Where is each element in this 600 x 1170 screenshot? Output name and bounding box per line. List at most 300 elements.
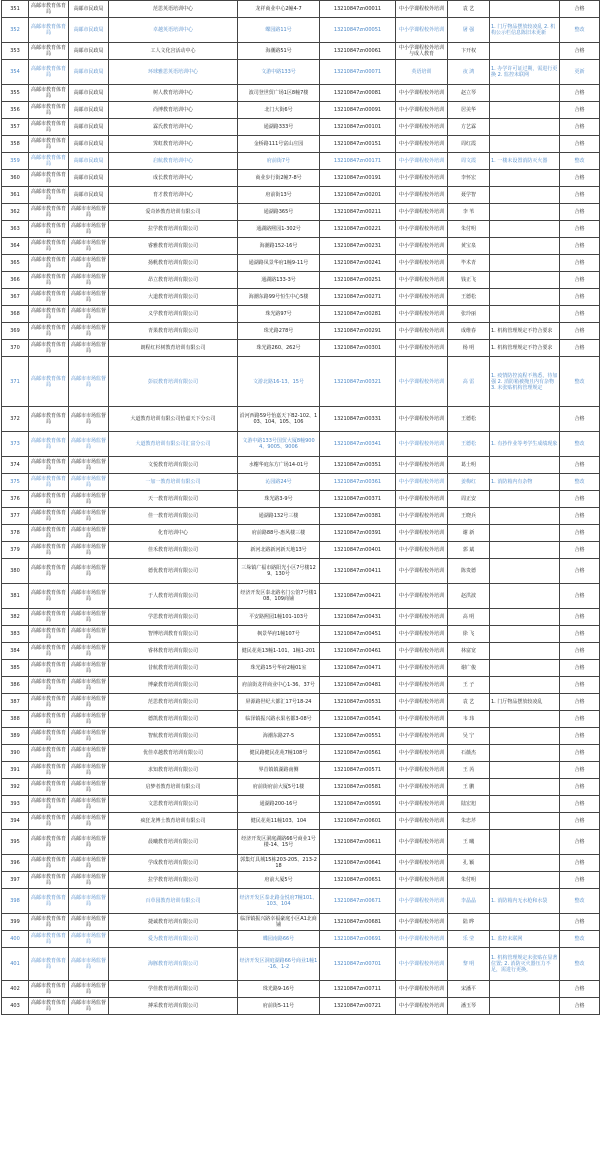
cell-result: 合格 [560, 745, 600, 762]
cell-bureau: 高邮市教育体育局 [29, 508, 69, 525]
cell-dept: 高邮市市场监督局 [69, 525, 109, 542]
cell-bureau: 高邮市教育体育局 [29, 306, 69, 323]
cell-result: 合格 [560, 626, 600, 643]
cell-remark [490, 981, 560, 998]
cell-addr: 临泽镇振兴路幸福豪庭小区A1北商铺 [238, 914, 320, 931]
cell-person: 韦 玮 [448, 711, 490, 728]
table-row [2, 60, 600, 85]
table-row [2, 102, 600, 119]
table-row [2, 272, 600, 289]
cell-type: 中小学课程校外培训 [396, 102, 448, 119]
cell-remark [490, 238, 560, 255]
cell-type: 中小学课程校外培训 [396, 660, 448, 677]
cell-dept: 高邮市市场监督局 [69, 559, 109, 584]
cell-bureau: 高邮市教育体育局 [29, 813, 69, 830]
inspection-table-body [2, 1, 600, 1015]
cell-addr: 界首镇镇湖路南侧 [238, 762, 320, 779]
cell-code: 13210847zn00051 [320, 18, 396, 43]
cell-dept: 高邮市民政局 [69, 18, 109, 43]
cell-dept: 高邮市市场监督局 [69, 221, 109, 238]
table-row [2, 289, 600, 306]
cell-name: 成长教育培训中心 [109, 170, 238, 187]
cell-type: 中小学课程校外培训 [396, 855, 448, 872]
cell-person: 朱忠芹 [448, 813, 490, 830]
cell-name: 海豚教育培训有限公司 [109, 948, 238, 981]
cell-dept: 高邮市民政局 [69, 102, 109, 119]
cell-remark [490, 289, 560, 306]
cell-result: 合格 [560, 136, 600, 153]
cell-bureau: 高邮市教育体育局 [29, 948, 69, 981]
cell-name: 启梦者教育培训有限公司 [109, 779, 238, 796]
cell-person: 宋潘平 [448, 981, 490, 998]
cell-result: 合格 [560, 525, 600, 542]
cell-no: 358 [2, 136, 29, 153]
cell-no: 359 [2, 153, 29, 170]
cell-dept: 高邮市市场监督局 [69, 855, 109, 872]
table-row [2, 542, 600, 559]
cell-result: 合格 [560, 204, 600, 221]
cell-type: 中小学课程校外培训 [396, 914, 448, 931]
cell-remark [490, 272, 560, 289]
cell-remark [490, 306, 560, 323]
cell-person: 李 苇 [448, 204, 490, 221]
table-row [2, 238, 600, 255]
cell-dept: 高邮市市场监督局 [69, 643, 109, 660]
cell-code: 13210847zn00641 [320, 855, 396, 872]
cell-person: 夜 鸿 [448, 60, 490, 85]
cell-result: 合格 [560, 289, 600, 306]
cell-person: 张玲丽 [448, 306, 490, 323]
table-row [2, 694, 600, 711]
cell-code: 13210847zn00421 [320, 584, 396, 609]
cell-no: 354 [2, 60, 29, 85]
cell-result: 合格 [560, 306, 600, 323]
cell-result: 整改 [560, 889, 600, 914]
cell-code: 13210847zn00411 [320, 559, 396, 584]
cell-bureau: 高邮市教育体育局 [29, 559, 69, 584]
cell-bureau: 高邮市教育体育局 [29, 728, 69, 745]
cell-no: 398 [2, 889, 29, 914]
cell-dept: 高邮市市场监督局 [69, 432, 109, 457]
cell-result: 合格 [560, 609, 600, 626]
cell-remark [490, 43, 560, 60]
cell-addr: 海潮东路27-5 [238, 728, 320, 745]
cell-result: 合格 [560, 1, 600, 18]
cell-code: 13210847zn00061 [320, 43, 396, 60]
cell-remark [490, 779, 560, 796]
cell-person: 方艺霖 [448, 119, 490, 136]
cell-no: 365 [2, 255, 29, 272]
cell-addr: 府前大厦5号 [238, 872, 320, 889]
cell-no: 356 [2, 102, 29, 119]
cell-name: 搏采教育培训有限公司 [109, 998, 238, 1015]
cell-code: 13210847zn00291 [320, 323, 396, 340]
table-row [2, 677, 600, 694]
cell-person: 姜梅红 [448, 474, 490, 491]
cell-no: 381 [2, 584, 29, 609]
cell-dept: 高邮市市场监督局 [69, 914, 109, 931]
table-row [2, 889, 600, 914]
cell-name: 文悦教育培训有限公司 [109, 457, 238, 474]
cell-code: 13210847zn00481 [320, 677, 396, 694]
cell-dept: 高邮市市场监督局 [69, 998, 109, 1015]
cell-result: 合格 [560, 813, 600, 830]
cell-result: 合格 [560, 584, 600, 609]
table-row [2, 491, 600, 508]
cell-addr: 三垛镇广福市路阳光小区7号楼129、130号 [238, 559, 320, 584]
cell-result: 整改 [560, 357, 600, 407]
cell-dept: 高邮市市场监督局 [69, 272, 109, 289]
cell-person: 毕术青 [448, 255, 490, 272]
cell-bureau: 高邮市教育体育局 [29, 102, 69, 119]
cell-person: 谢 新 [448, 525, 490, 542]
cell-remark [490, 745, 560, 762]
cell-no: 396 [2, 855, 29, 872]
cell-bureau: 高邮市教育体育局 [29, 855, 69, 872]
cell-no: 379 [2, 542, 29, 559]
cell-no: 368 [2, 306, 29, 323]
cell-no: 393 [2, 796, 29, 813]
cell-person: 李晶晶 [448, 889, 490, 914]
cell-type: 中小学课程校外培训 [396, 948, 448, 981]
cell-dept: 高邮市市场监督局 [69, 745, 109, 762]
cell-addr: 府前街5-11号 [238, 998, 320, 1015]
cell-remark [490, 1, 560, 18]
table-row [2, 948, 600, 981]
cell-code: 13210847zn00391 [320, 525, 396, 542]
cell-name: 文思教育培训有限公司 [109, 796, 238, 813]
cell-name: 拉学教育培训有限公司 [109, 872, 238, 889]
cell-code: 13210847zn00231 [320, 238, 396, 255]
cell-bureau: 高邮市教育体育局 [29, 457, 69, 474]
cell-result: 合格 [560, 998, 600, 1015]
cell-code: 13210847zn00401 [320, 542, 396, 559]
table-row [2, 559, 600, 584]
cell-code: 13210847zn00581 [320, 779, 396, 796]
cell-dept: 高邮市市场监督局 [69, 474, 109, 491]
cell-person: 黎 明 [448, 948, 490, 981]
cell-bureau: 高邮市教育体育局 [29, 18, 69, 43]
cell-remark [490, 626, 560, 643]
cell-dept: 高邮市市场监督局 [69, 626, 109, 643]
cell-addr: 枫景华府1幢107号 [238, 626, 320, 643]
cell-addr: 通湖路132号三楼 [238, 508, 320, 525]
cell-no: 364 [2, 238, 29, 255]
cell-type: 中小学课程校外培训 [396, 626, 448, 643]
table-row [2, 609, 600, 626]
cell-code: 13210847zn00561 [320, 745, 396, 762]
cell-name: 大道教育培训有限公司怡嘉天下分公司 [109, 407, 238, 432]
cell-type: 中小学课程校外培训 [396, 221, 448, 238]
cell-dept: 高邮市市场监督局 [69, 542, 109, 559]
cell-remark [490, 170, 560, 187]
cell-addr: 珠光路15号华府2幢01室 [238, 660, 320, 677]
cell-name: 扬帆教育培训有限公司 [109, 255, 238, 272]
cell-name: 工人文化宫活动中心 [109, 43, 238, 60]
cell-name: 昂立教育培训有限公司 [109, 272, 238, 289]
table-row [2, 830, 600, 855]
cell-bureau: 高邮市教育体育局 [29, 525, 69, 542]
cell-result: 整改 [560, 931, 600, 948]
cell-dept: 高邮市民政局 [69, 119, 109, 136]
table-row [2, 407, 600, 432]
cell-no: 353 [2, 43, 29, 60]
cell-no: 370 [2, 340, 29, 357]
cell-no: 385 [2, 660, 29, 677]
cell-type: 中小学课程校外培训 [396, 694, 448, 711]
cell-name: 学思教育培训有限公司 [109, 609, 238, 626]
cell-type: 中小学课程校外培训 [396, 542, 448, 559]
cell-dept: 高邮市市场监督局 [69, 694, 109, 711]
cell-addr: 海潮东路99号恒生中心5楼 [238, 289, 320, 306]
cell-result: 合格 [560, 119, 600, 136]
cell-addr: 新河北路新河新天地13号 [238, 542, 320, 559]
cell-bureau: 高邮市教育体育局 [29, 119, 69, 136]
cell-type: 中小学课程校外培训 [396, 796, 448, 813]
cell-type: 中小学课程校外培训 [396, 491, 448, 508]
cell-bureau: 高邮市教育体育局 [29, 272, 69, 289]
cell-dept: 高邮市市场监督局 [69, 357, 109, 407]
cell-code: 13210847zn00331 [320, 407, 396, 432]
cell-result: 合格 [560, 340, 600, 357]
cell-bureau: 高邮市教育体育局 [29, 85, 69, 102]
cell-no: 378 [2, 525, 29, 542]
cell-person: 高 明 [448, 609, 490, 626]
table-row [2, 474, 600, 491]
cell-remark [490, 762, 560, 779]
cell-person: 孔 颖 [448, 855, 490, 872]
cell-dept: 高邮市市场监督局 [69, 948, 109, 981]
table-row [2, 255, 600, 272]
cell-bureau: 高邮市教育体育局 [29, 43, 69, 60]
cell-name: 育才教育培训中心 [109, 187, 238, 204]
cell-name: 德凯教育培训有限公司 [109, 711, 238, 728]
cell-bureau: 高邮市教育体育局 [29, 626, 69, 643]
cell-name: 爱为教育培训有限公司 [109, 931, 238, 948]
cell-dept: 高邮市市场监督局 [69, 677, 109, 694]
cell-dept: 高邮市市场监督局 [69, 830, 109, 855]
cell-dept: 高邮市民政局 [69, 170, 109, 187]
cell-no: 360 [2, 170, 29, 187]
cell-remark [490, 457, 560, 474]
cell-type: 中小学课程校外培训 [396, 357, 448, 407]
cell-type: 中小学课程校外培训 [396, 238, 448, 255]
cell-person: 赵洪波 [448, 584, 490, 609]
cell-result: 合格 [560, 43, 600, 60]
cell-dept: 高邮市市场监督局 [69, 872, 109, 889]
cell-remark: 1. 消防箱内无水枪和水袋 [490, 889, 560, 914]
cell-type: 中小学课程校外培训 [396, 711, 448, 728]
cell-type: 中小学课程校外培训 [396, 508, 448, 525]
cell-bureau: 高邮市教育体育局 [29, 677, 69, 694]
cell-person: 王 芮 [448, 762, 490, 779]
cell-result: 合格 [560, 559, 600, 584]
cell-name: 百草园教育培训有限公司 [109, 889, 238, 914]
cell-code: 13210847zn00271 [320, 289, 396, 306]
cell-bureau: 高邮市教育体育局 [29, 643, 69, 660]
cell-bureau: 高邮市教育体育局 [29, 407, 69, 432]
cell-no: 390 [2, 745, 29, 762]
cell-remark: 1. 消防箱内有杂物 [490, 474, 560, 491]
cell-person: 聂学智 [448, 187, 490, 204]
cell-dept: 高邮市民政局 [69, 187, 109, 204]
cell-name: 晨曦教育培训有限公司 [109, 830, 238, 855]
cell-no: 394 [2, 813, 29, 830]
cell-person: 朱付明 [448, 872, 490, 889]
cell-type: 中小学课程校外培训 [396, 762, 448, 779]
cell-person: 徐 飞 [448, 626, 490, 643]
cell-name: 彭辰教育培训有限公司 [109, 357, 238, 407]
cell-bureau: 高邮市教育体育局 [29, 153, 69, 170]
cell-remark [490, 508, 560, 525]
cell-name: 启航教育培训中心 [109, 153, 238, 170]
cell-code: 13210847zn00601 [320, 813, 396, 830]
cell-code: 13210847zn00691 [320, 931, 396, 948]
table-row [2, 762, 600, 779]
cell-code: 13210847zn00081 [320, 85, 396, 102]
cell-bureau: 高邮市教育体育局 [29, 584, 69, 609]
cell-bureau: 高邮市教育体育局 [29, 796, 69, 813]
cell-person: 赵立琴 [448, 85, 490, 102]
cell-name: 学佳教育培训有限公司 [109, 981, 238, 998]
cell-person: 高 雷 [448, 357, 490, 407]
cell-type: 中小学课程校外培训 [396, 643, 448, 660]
cell-addr: 通湖路凤景华府1幢9-11号 [238, 255, 320, 272]
cell-name: 一加一教育培训有限公司 [109, 474, 238, 491]
cell-bureau: 高邮市教育体育局 [29, 340, 69, 357]
cell-remark [490, 660, 560, 677]
cell-no: 371 [2, 357, 29, 407]
cell-result: 合格 [560, 407, 600, 432]
cell-dept: 高邮市市场监督局 [69, 255, 109, 272]
cell-person: 王 子 [448, 677, 490, 694]
table-row [2, 998, 600, 1015]
cell-dept: 高邮市市场监督局 [69, 931, 109, 948]
cell-code: 13210847zn00321 [320, 357, 396, 407]
cell-dept: 高邮市市场监督局 [69, 323, 109, 340]
cell-addr: 通湖路熙园1-302号 [238, 221, 320, 238]
cell-remark [490, 643, 560, 660]
cell-dept: 高邮市市场监督局 [69, 508, 109, 525]
cell-remark [490, 525, 560, 542]
cell-bureau: 高邮市教育体育局 [29, 289, 69, 306]
cell-name: 树人教育培训中心 [109, 85, 238, 102]
cell-person: 袁 艺 [448, 1, 490, 18]
cell-name: 智航教育培训有限公司 [109, 728, 238, 745]
cell-addr: 沁园路24号 [238, 474, 320, 491]
cell-addr: 健民花苑13幢1-101、1幢1-201 [238, 643, 320, 660]
cell-addr: 沿河西路59号怡嘉天下B2-102、103、104、105、106 [238, 407, 320, 432]
cell-code: 13210847zn00471 [320, 660, 396, 677]
cell-remark [490, 221, 560, 238]
cell-result: 合格 [560, 457, 600, 474]
cell-result: 合格 [560, 694, 600, 711]
cell-type: 中小学课程校外培训 [396, 187, 448, 204]
cell-dept: 高邮市民政局 [69, 85, 109, 102]
cell-addr: 珠光路260、262号 [238, 340, 320, 357]
cell-name: 义学教育培训有限公司 [109, 306, 238, 323]
cell-addr: 经济开发区泰北路金悦府7幢101、103、104 [238, 889, 320, 914]
cell-name: 尚博教育培训中心 [109, 102, 238, 119]
cell-result: 合格 [560, 542, 600, 559]
cell-addr: 珠光路9-16号 [238, 981, 320, 998]
table-row [2, 745, 600, 762]
cell-code: 13210847zn00101 [320, 119, 396, 136]
cell-code: 13210847zn00651 [320, 872, 396, 889]
cell-result: 合格 [560, 85, 600, 102]
cell-no: 367 [2, 289, 29, 306]
cell-person: 成维春 [448, 323, 490, 340]
cell-type: 中小学课程校外培训 [396, 779, 448, 796]
cell-no: 395 [2, 830, 29, 855]
table-row [2, 643, 600, 660]
cell-type: 中小学课程校外培训 [396, 584, 448, 609]
cell-person: 潘玉琴 [448, 998, 490, 1015]
cell-remark [490, 187, 560, 204]
cell-no: 384 [2, 643, 29, 660]
cell-type: 英语培训 [396, 60, 448, 85]
cell-person: 陆 晔 [448, 914, 490, 931]
cell-no: 376 [2, 491, 29, 508]
cell-type: 中小学课程校外培训 [396, 813, 448, 830]
cell-name: 朗程红杉树教育培训有限公司 [109, 340, 238, 357]
cell-no: 361 [2, 187, 29, 204]
cell-dept: 高邮市市场监督局 [69, 238, 109, 255]
cell-result: 合格 [560, 872, 600, 889]
table-row [2, 626, 600, 643]
cell-result: 更新 [560, 60, 600, 85]
cell-no: 386 [2, 677, 29, 694]
cell-remark [490, 914, 560, 931]
cell-type: 中小学课程校外培训 [396, 525, 448, 542]
cell-remark [490, 830, 560, 855]
cell-dept: 高邮市市场监督局 [69, 660, 109, 677]
cell-no: 400 [2, 931, 29, 948]
cell-dept: 高邮市市场监督局 [69, 813, 109, 830]
cell-dept: 高邮市市场监督局 [69, 289, 109, 306]
cell-remark [490, 542, 560, 559]
table-row [2, 872, 600, 889]
cell-person: 陈贵德 [448, 559, 490, 584]
cell-result: 合格 [560, 796, 600, 813]
cell-no: 362 [2, 204, 29, 221]
cell-addr: 通湖路365号 [238, 204, 320, 221]
cell-result: 合格 [560, 830, 600, 855]
cell-code: 13210847zn00611 [320, 830, 396, 855]
cell-code: 13210847zn00461 [320, 643, 396, 660]
cell-remark [490, 584, 560, 609]
cell-remark [490, 407, 560, 432]
cell-bureau: 高邮市教育体育局 [29, 660, 69, 677]
cell-addr: 龙祥商业中心2幢4-7 [238, 1, 320, 18]
cell-addr: 商业步行街2幢7-8号 [238, 170, 320, 187]
cell-person: 郭 斌 [448, 542, 490, 559]
cell-code: 13210847zn00091 [320, 102, 396, 119]
cell-person: 王德松 [448, 289, 490, 306]
cell-result: 合格 [560, 221, 600, 238]
cell-name: 佳禾教育培训有限公司 [109, 542, 238, 559]
cell-result: 合格 [560, 272, 600, 289]
cell-result: 整改 [560, 474, 600, 491]
cell-no: 391 [2, 762, 29, 779]
cell-name: 范思教育培训有限公司 [109, 694, 238, 711]
cell-bureau: 高邮市教育体育局 [29, 694, 69, 711]
cell-type: 中小学课程校外培训 [396, 153, 448, 170]
cell-remark [490, 872, 560, 889]
table-row [2, 584, 600, 609]
cell-bureau: 高邮市教育体育局 [29, 745, 69, 762]
cell-type: 中小学课程校外培训 [396, 745, 448, 762]
